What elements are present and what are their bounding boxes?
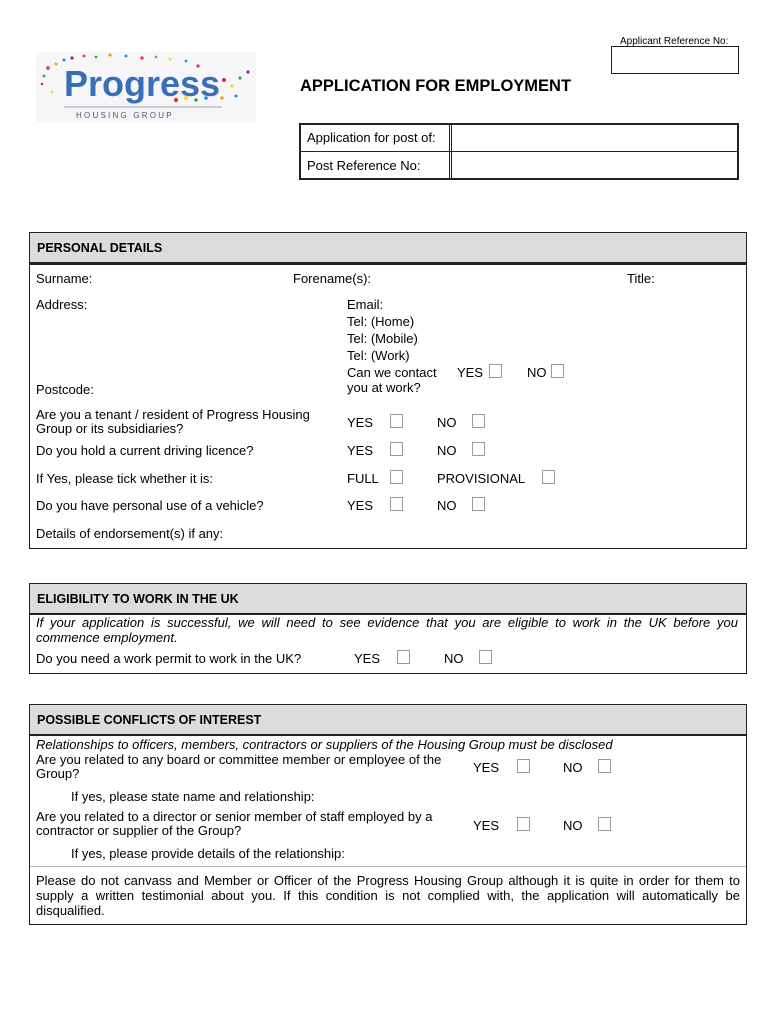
vehicle-no-label: NO xyxy=(437,498,457,513)
vehicle-question: Do you have personal use of a vehicle? xyxy=(36,498,264,513)
eligibility-note: If your application is successful, we will need to see evidence that you are eligible to work in the UK before you commence employment. xyxy=(36,615,738,645)
endorsements-label: Details of endorsement(s) if any: xyxy=(36,526,224,541)
form-title: APPLICATION FOR EMPLOYMENT xyxy=(300,77,572,95)
personal-details-heading: PERSONAL DETAILS xyxy=(37,241,163,255)
post-ref-input[interactable] xyxy=(452,152,737,178)
tenant-question: Are you a tenant / resident of Progress Housing xyxy=(36,407,310,422)
director-no-label: NO xyxy=(563,818,583,833)
applicant-reference-field[interactable] xyxy=(611,46,739,74)
permit-yes-checkbox[interactable] xyxy=(397,650,410,664)
contact-work-yes-checkbox[interactable] xyxy=(489,364,502,378)
post-label: Application for post of: xyxy=(307,130,436,145)
eligibility-heading: ELIGIBILITY TO WORK IN THE UK xyxy=(37,592,239,606)
email-label: Email: xyxy=(347,297,384,312)
licence-full-label: FULL xyxy=(347,471,379,486)
forenames-label: Forename(s): xyxy=(293,271,372,286)
board-no-label: NO xyxy=(563,760,583,775)
contact-at-work-label-2: you at work? xyxy=(347,380,421,395)
licence-full-checkbox[interactable] xyxy=(390,470,403,484)
contact-work-no-label: NO xyxy=(527,365,547,380)
tel-work-label: Tel: (Work) xyxy=(347,348,410,363)
board-yes-checkbox[interactable] xyxy=(517,759,530,773)
postcode-label: Postcode: xyxy=(36,382,94,397)
address-label: Address: xyxy=(36,297,88,312)
licence-yes-checkbox[interactable] xyxy=(390,442,403,456)
canvass-notice: Please do not canvass and Member or Officer of the Progress Housing Group although it is quite in order for them to supply a written testimonial about you. If this condition is not complied with, the application will automatically be disqualified. xyxy=(36,873,740,918)
title-label: Title: xyxy=(627,271,655,286)
board-no-checkbox[interactable] xyxy=(598,759,611,773)
licence-yes-label: YES xyxy=(347,443,374,458)
licence-no-checkbox[interactable] xyxy=(472,442,485,456)
tenant-no-label: NO xyxy=(437,415,457,430)
tel-home-label: Tel: (Home) xyxy=(347,314,415,329)
company-logo xyxy=(36,52,256,122)
conflicts-note: Relationships to officers, members, contractors or suppliers of the Housing Group must be disclosed xyxy=(36,737,613,752)
tel-mobile-label: Tel: (Mobile) xyxy=(347,331,418,346)
surname-label: Surname: xyxy=(36,271,93,286)
tenant-question-2: Group or its subsidiaries? xyxy=(36,421,184,436)
conflicts-heading: POSSIBLE CONFLICTS OF INTEREST xyxy=(37,713,262,727)
post-ref-label: Post Reference No: xyxy=(307,158,421,173)
contact-work-yes-label: YES xyxy=(457,365,484,380)
licence-provisional-checkbox[interactable] xyxy=(542,470,555,484)
logo-wordmark: Progress xyxy=(64,63,221,104)
applicant-reference-label: Applicant Reference No: xyxy=(620,36,729,47)
licence-no-label: NO xyxy=(437,443,457,458)
personal-details-header xyxy=(29,232,747,263)
contact-work-no-checkbox[interactable] xyxy=(551,364,564,378)
director-followup: If yes, please provide details of the relationship: xyxy=(71,846,345,861)
licence-type-question: If Yes, please tick whether it is: xyxy=(36,471,214,486)
tenant-no-checkbox[interactable] xyxy=(472,414,485,428)
director-yes-label: YES xyxy=(473,818,500,833)
logo-confetti-icon xyxy=(36,52,256,122)
logo-subtext: H O U S I N G G R O U P xyxy=(76,111,172,120)
vehicle-no-checkbox[interactable] xyxy=(472,497,485,511)
board-relation-question: Are you related to any board or committee member or employee of the Group? xyxy=(36,752,442,781)
conflicts-header xyxy=(29,704,747,735)
permit-no-checkbox[interactable] xyxy=(479,650,492,664)
tenant-yes-checkbox[interactable] xyxy=(390,414,403,428)
director-yes-checkbox[interactable] xyxy=(517,817,530,831)
director-no-checkbox[interactable] xyxy=(598,817,611,831)
board-followup: If yes, please state name and relationship: xyxy=(71,789,315,804)
eligibility-header xyxy=(29,583,747,614)
work-permit-question: Do you need a work permit to work in the UK? xyxy=(36,651,302,666)
vehicle-yes-checkbox[interactable] xyxy=(390,497,403,511)
board-yes-label: YES xyxy=(473,760,500,775)
licence-provisional-label: PROVISIONAL xyxy=(437,471,526,486)
permit-no-label: NO xyxy=(444,651,464,666)
director-relation-question: Are you related to a director or senior member of staff employed by a contractor or supplier of the Group? xyxy=(36,809,433,838)
contact-at-work-label: Can we contact xyxy=(347,365,437,380)
licence-question: Do you hold a current driving licence? xyxy=(36,443,254,458)
vehicle-yes-label: YES xyxy=(347,498,374,513)
permit-yes-label: YES xyxy=(354,651,381,666)
post-input[interactable] xyxy=(452,124,737,151)
tenant-yes-label: YES xyxy=(347,415,374,430)
